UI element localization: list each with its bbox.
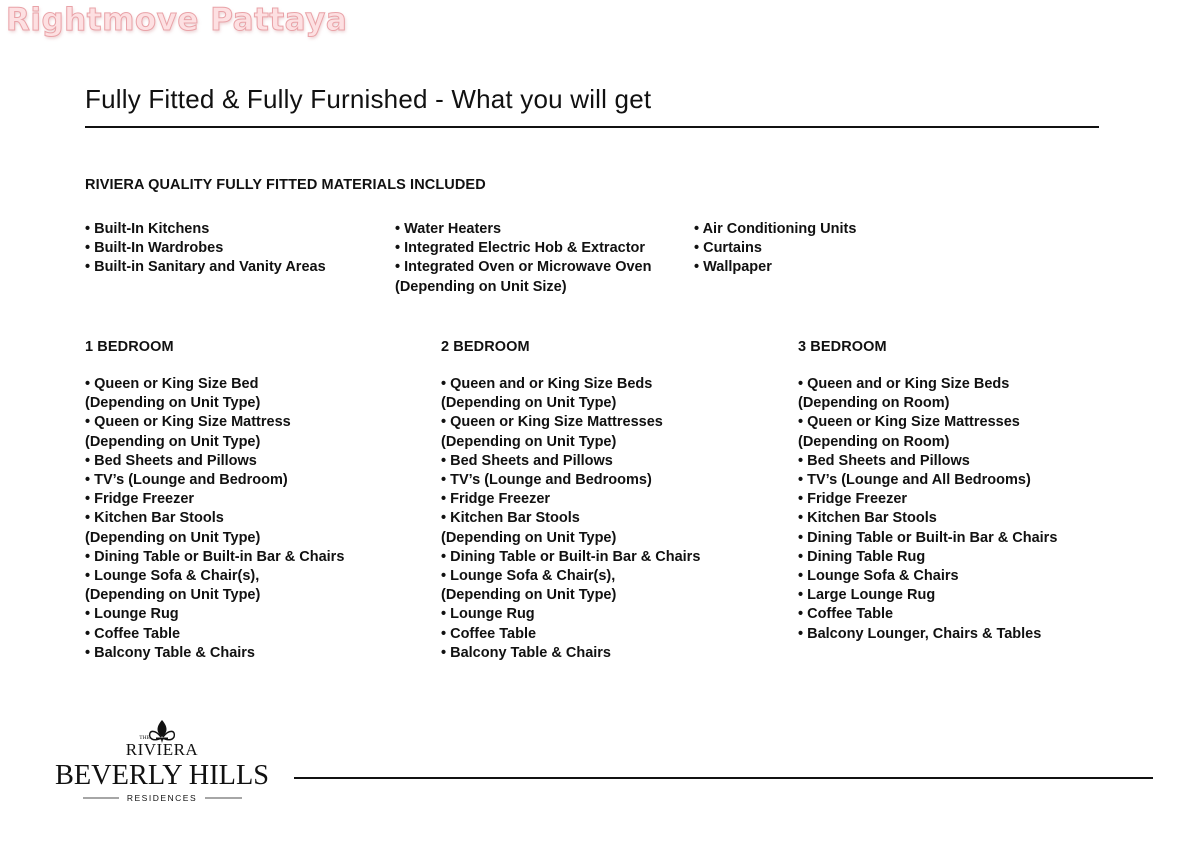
list-item: • Balcony Table & Chairs	[85, 644, 255, 661]
list-item: (Depending on Room)	[798, 433, 950, 450]
list-item: • Kitchen Bar Stools	[85, 510, 224, 527]
materials-heading: RIVIERA QUALITY FULLY FITTED MATERIALS INCLUDED	[85, 177, 486, 193]
logo-the: THE	[139, 735, 150, 741]
list-item: • Large Lounge Rug	[798, 587, 936, 604]
bedroom-3-heading: 3 BEDROOM	[798, 339, 887, 355]
list-item: • Lounge Sofa & Chair(s),	[85, 568, 260, 585]
logo-beverly-hills: BEVERLY HILLS	[55, 760, 269, 791]
list-item: • Queen or King Size Mattress	[85, 414, 291, 431]
bedroom-1-list	[85, 375, 344, 663]
list-item: • Dining Table or Built-in Bar & Chairs	[798, 529, 1058, 546]
list-item: • Coffee Table	[85, 625, 181, 642]
list-item: • Curtains	[694, 240, 762, 257]
list-item: • Queen and or King Size Beds	[798, 376, 1010, 392]
list-item: • Fridge Freezer	[441, 491, 551, 508]
logo-riviera: RIVIERA	[125, 740, 199, 759]
list-item: • Dining Table Rug	[798, 548, 926, 565]
list-item: • Balcony Lounger, Chairs & Tables	[798, 625, 1042, 642]
list-item: • Queen or King Size Mattresses	[441, 414, 663, 431]
list-item: • Lounge Rug	[85, 606, 179, 623]
list-item: • Dining Table or Built-in Bar & Chairs	[85, 548, 345, 565]
list-item: • Bed Sheets and Pillows	[441, 452, 613, 469]
list-item: • Lounge Sofa & Chair(s),	[441, 568, 616, 585]
list-item: • Queen and or King Size Beds	[441, 376, 653, 392]
list-item: • Kitchen Bar Stools	[798, 510, 937, 527]
list-item: • Coffee Table	[441, 625, 537, 642]
list-item: • Bed Sheets and Pillows	[798, 452, 970, 469]
watermark-text: Rightmove Pattaya	[6, 2, 348, 38]
list-item: • Fridge Freezer	[798, 491, 908, 508]
list-item: • Built-In Kitchens	[85, 221, 210, 237]
bedroom-3-list	[798, 375, 1057, 644]
list-item: • TV’s (Lounge and Bedroom)	[85, 472, 288, 489]
list-item: (Depending on Unit Type)	[441, 587, 617, 604]
materials-column-1	[85, 220, 326, 278]
riviera-beverly-hills-logo	[55, 718, 275, 808]
materials-column-2	[395, 220, 651, 297]
title-divider	[85, 126, 1099, 128]
list-item: • Built-In Wardrobes	[85, 240, 224, 257]
page-title: Fully Fitted & Fully Furnished - What you will get	[85, 84, 652, 114]
list-item: • Fridge Freezer	[85, 491, 195, 508]
list-item: • Lounge Rug	[441, 606, 535, 623]
list-item: (Depending on Room)	[798, 395, 950, 412]
list-item: (Depending on Unit Type)	[85, 395, 261, 412]
list-item: (Depending on Unit Type)	[85, 433, 261, 450]
list-item: • Balcony Table & Chairs	[441, 644, 611, 661]
bedroom-1-heading: 1 BEDROOM	[85, 339, 174, 355]
list-item: • TV’s (Lounge and Bedrooms)	[441, 472, 652, 489]
list-item: • Wallpaper	[694, 259, 772, 276]
list-item: • Kitchen Bar Stools	[441, 510, 580, 527]
list-item: • Air Conditioning Units	[694, 221, 857, 237]
list-item: • Coffee Table	[798, 606, 894, 623]
list-item: • Dining Table or Built-in Bar & Chairs	[441, 548, 701, 565]
list-item: • TV’s (Lounge and All Bedrooms)	[798, 472, 1031, 489]
materials-column-3	[694, 220, 856, 278]
list-item: (Depending on Unit Size)	[395, 278, 567, 295]
logo-residences: RESIDENCES	[126, 793, 198, 803]
list-item: • Integrated Electric Hob & Extractor	[395, 240, 646, 257]
list-item: • Water Heaters	[395, 221, 502, 237]
list-item: (Depending on Unit Type)	[441, 433, 617, 450]
footer-divider	[294, 777, 1153, 779]
list-item: • Bed Sheets and Pillows	[85, 452, 257, 469]
list-item: (Depending on Unit Type)	[85, 587, 261, 604]
list-item: (Depending on Unit Type)	[85, 529, 261, 546]
list-item: • Lounge Sofa & Chairs	[798, 568, 959, 585]
list-item: • Queen or King Size Mattresses	[798, 414, 1020, 431]
list-item: • Queen or King Size Bed	[85, 376, 259, 392]
list-item: (Depending on Unit Type)	[441, 395, 617, 412]
list-item: • Integrated Oven or Microwave Oven	[395, 259, 652, 276]
bedroom-2-list	[441, 375, 700, 663]
bedroom-2-heading: 2 BEDROOM	[441, 339, 530, 355]
list-item: (Depending on Unit Type)	[441, 529, 617, 546]
list-item: • Built-in Sanitary and Vanity Areas	[85, 259, 326, 276]
